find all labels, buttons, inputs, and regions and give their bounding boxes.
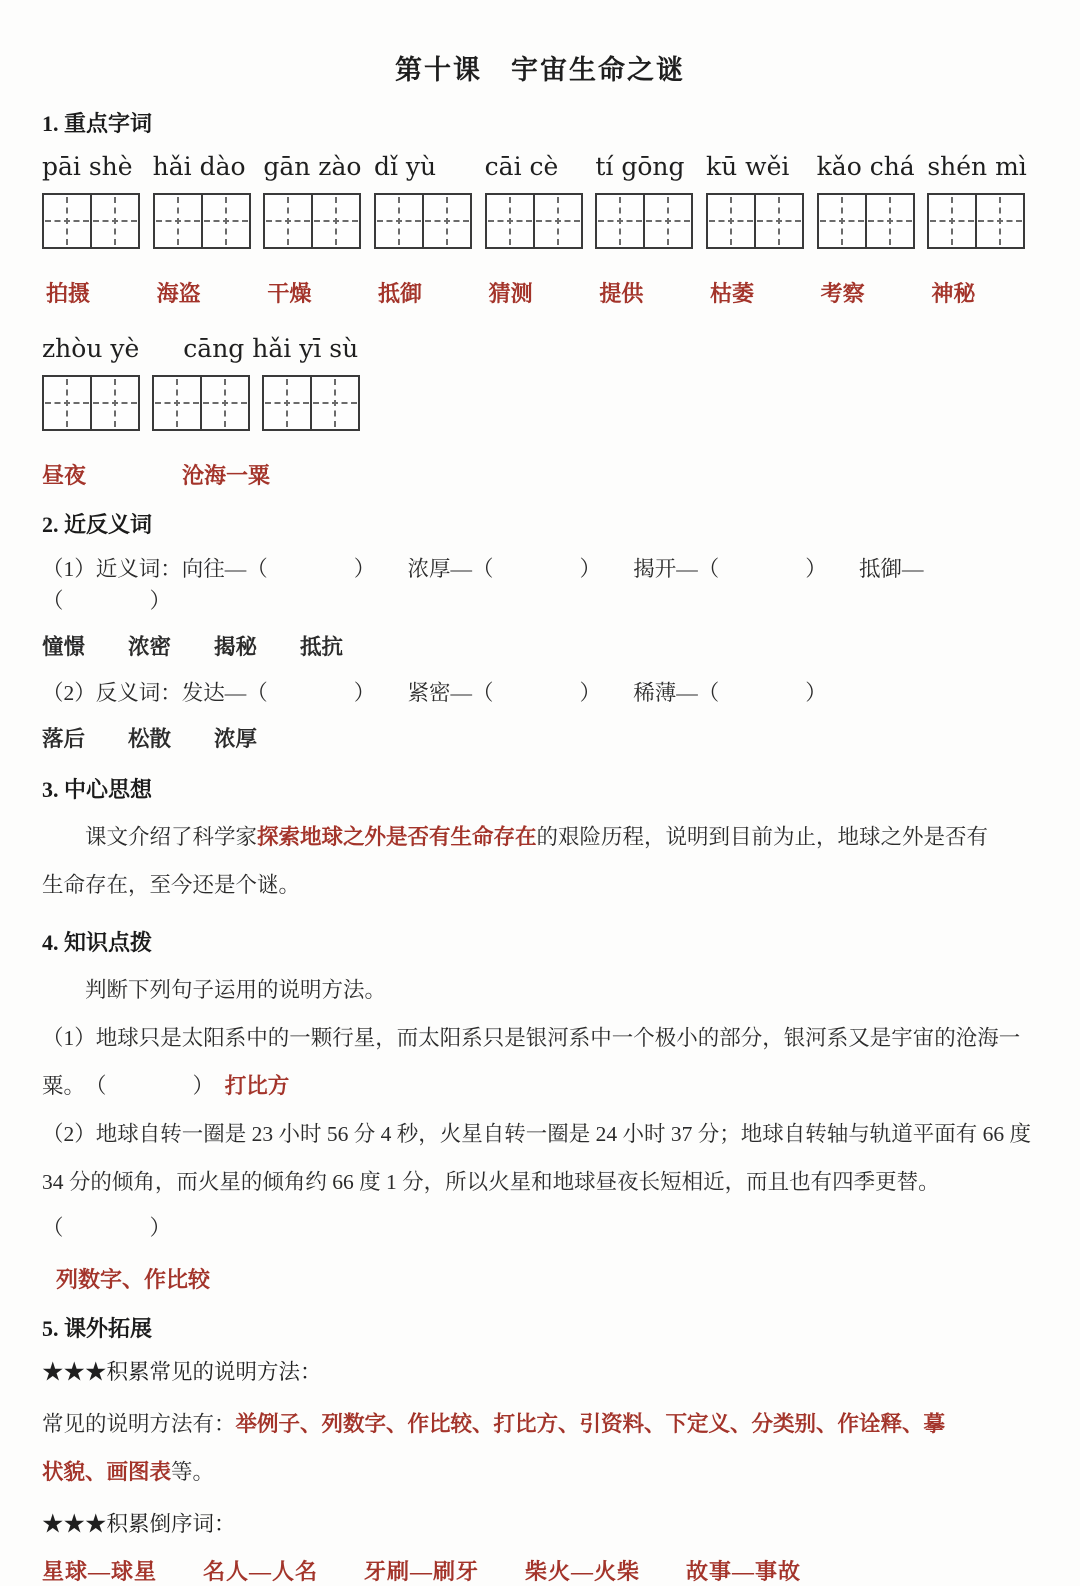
answer-word: 沧海一粟 bbox=[182, 463, 271, 488]
writing-grid-row-1 bbox=[42, 193, 1038, 249]
section-3-heading: 3. 中心思想 bbox=[42, 777, 153, 802]
question-1-tail: 粟。 （ ） bbox=[42, 1074, 225, 1098]
methods-label: 常见的说明方法有： bbox=[42, 1412, 236, 1436]
pinyin-row-2 bbox=[42, 334, 1038, 363]
section-2-heading: 2. 近反义词 bbox=[42, 512, 153, 537]
knowledge-intro: 判断下列句子运用的说明方法。 bbox=[85, 978, 387, 1002]
methods-list-part-1: 举例子、列数字、作比较、打比方、引资料、下定义、分类别、作诠释、摹 bbox=[235, 1412, 946, 1436]
answer-row-2 bbox=[42, 459, 1038, 490]
question-1-answer: 打比方 bbox=[224, 1074, 290, 1098]
pinyin-word: dǐ yù bbox=[373, 152, 437, 181]
answer-word: 神秘 bbox=[931, 281, 976, 306]
writing-grid-box bbox=[927, 193, 1025, 249]
section-1-heading: 1. 重点字词 bbox=[42, 111, 153, 136]
star-line-inverted-words: ★★★积累倒序词： bbox=[42, 1512, 236, 1536]
pinyin-word: kǎo chá bbox=[816, 152, 915, 181]
answer-word: 猜测 bbox=[488, 281, 533, 306]
pinyin-word: tí gōng bbox=[595, 152, 685, 181]
question-1-line-2 bbox=[42, 1063, 1038, 1109]
answer-word: 昼夜 bbox=[42, 463, 87, 488]
methods-line-1 bbox=[42, 1401, 1038, 1447]
methods-list-part-2: 状貌、画图表 bbox=[42, 1460, 172, 1484]
writing-grid-row-2 bbox=[42, 375, 1038, 431]
writing-grid-box bbox=[263, 193, 361, 249]
answer-word: 枯萎 bbox=[709, 281, 754, 306]
section-5-heading: 5. 课外拓展 bbox=[42, 1316, 153, 1341]
answer-word: 拍摄 bbox=[46, 281, 91, 306]
section-4-heading: 4. 知识点拨 bbox=[42, 930, 153, 955]
pinyin-word: pāi shè bbox=[42, 152, 133, 181]
writing-grid-box bbox=[595, 193, 693, 249]
page-title: 第十课 宇宙生命之谜 bbox=[395, 55, 685, 85]
question-1-line-1: （1）地球只是太阳系中的一颗行星，而太阳系只是银河系中一个极小的部分，银河系又是宇宙的沧海一 bbox=[42, 1026, 1021, 1050]
pinyin-row-1 bbox=[42, 152, 1038, 181]
synonyms-answer-line: 憧憬 浓密 揭秘 抵抗 bbox=[42, 635, 344, 659]
answer-word: 抵御 bbox=[377, 281, 422, 306]
answer-word: 提供 bbox=[599, 281, 644, 306]
pinyin-word: hǎi dào bbox=[152, 152, 246, 181]
answer-row-1 bbox=[42, 277, 1038, 308]
central-idea-line-2: 生命存在，至今还是个谜。 bbox=[42, 873, 301, 897]
pinyin-word: gān zào bbox=[263, 152, 362, 181]
writing-grid-box bbox=[706, 193, 804, 249]
answer-word: 考察 bbox=[820, 281, 865, 306]
central-idea-continuation: 的艰险历程，说明到目前为止，地球之外是否有 bbox=[536, 825, 989, 849]
pinyin-word: kū wěi bbox=[705, 152, 790, 181]
antonyms-question-line: （2）反义词：发达—（ ） 紧密—（ ） 稀薄—（ ） bbox=[42, 681, 827, 705]
question-2-answer: 列数字、作比较 bbox=[56, 1267, 211, 1292]
writing-grid-box bbox=[262, 375, 360, 431]
writing-grid-box bbox=[42, 193, 140, 249]
writing-grid-box bbox=[374, 193, 472, 249]
star-line-explanation-methods: ★★★积累常见的说明方法： bbox=[42, 1360, 322, 1384]
central-idea-prefix: 课文介绍了科学家 bbox=[85, 825, 258, 849]
writing-grid-box bbox=[817, 193, 915, 249]
methods-suffix: 等。 bbox=[171, 1460, 215, 1484]
inverted-words-answers: 星球—球星 名人—人名 牙刷—刷牙 柴火—火柴 故事—事故 bbox=[42, 1559, 802, 1584]
writing-grid-box bbox=[485, 193, 583, 249]
answer-word: 干燥 bbox=[267, 281, 312, 306]
central-idea-line-1 bbox=[42, 814, 1038, 860]
antonyms-answer-line: 落后 松散 浓厚 bbox=[42, 727, 258, 751]
question-2-line-2: 34 分的倾角，而火星的倾角约 66 度 1 分，所以火星和地球昼夜长短相近，而且也有四季更替。（ ） bbox=[42, 1170, 940, 1240]
writing-grid-box bbox=[152, 375, 250, 431]
synonyms-question-line: （1）近义词：向往—（ ） 浓厚—（ ） 揭开—（ ） 抵御—（ ） bbox=[42, 557, 924, 613]
pinyin-word: shén mì bbox=[927, 152, 1027, 181]
answer-word: 海盗 bbox=[156, 281, 201, 306]
central-idea-highlight: 探索地球之外是否有生命存在 bbox=[257, 825, 537, 849]
pinyin-word: zhòu yè bbox=[42, 334, 140, 363]
methods-line-2 bbox=[42, 1449, 1038, 1495]
pinyin-word: cāng hǎi yī sù bbox=[183, 334, 359, 363]
pinyin-word: cāi cè bbox=[484, 152, 559, 181]
writing-grid-box bbox=[153, 193, 251, 249]
writing-grid-box bbox=[42, 375, 140, 431]
question-2-line-1: （2）地球自转一圈是 23 小时 56 分 4 秒，火星自转一圈是 24 小时 37 分；地球自转轴与轨道平面有 66 度 bbox=[42, 1122, 1032, 1146]
